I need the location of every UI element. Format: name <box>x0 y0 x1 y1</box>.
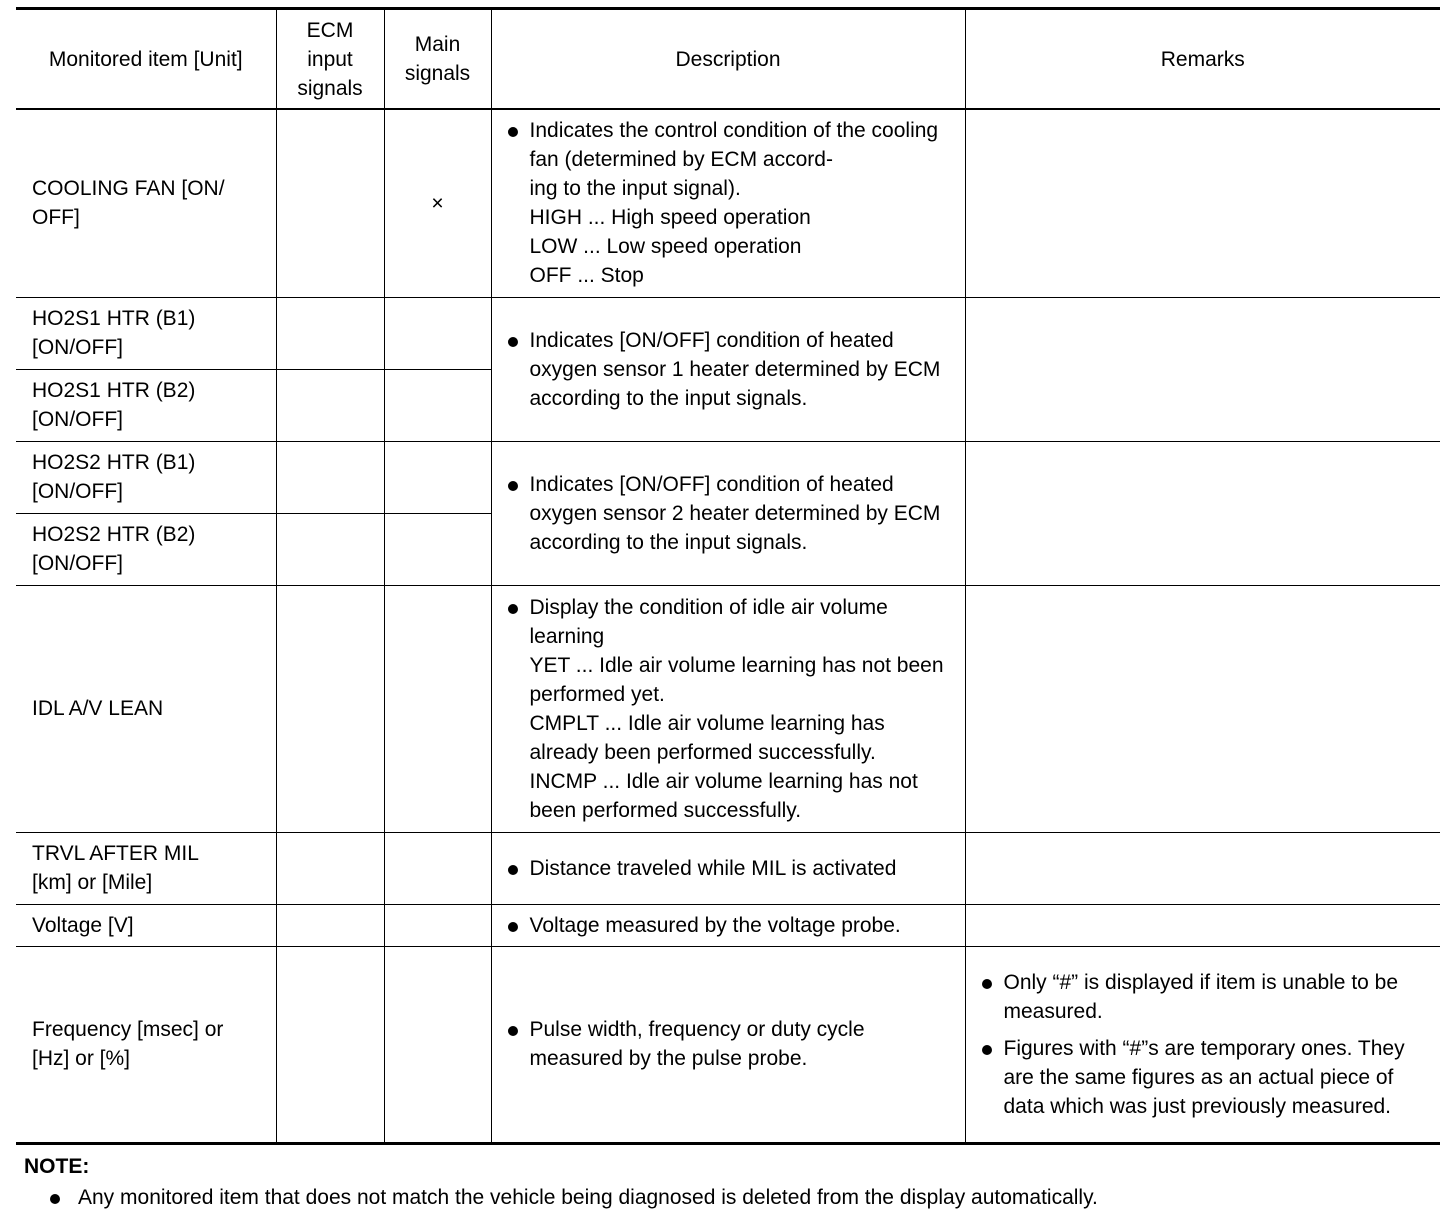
item-cell: Voltage [V] <box>16 904 276 946</box>
remarks-cell <box>965 832 1440 904</box>
table-header-row <box>16 9 1440 110</box>
header-main-signals: Main signals <box>384 9 491 110</box>
item-cell: HO2S2 HTR (B1) [ON/OFF] <box>16 441 276 513</box>
header-remarks: Remarks <box>965 9 1440 110</box>
item-cell: COOLING FAN [ON/ OFF] <box>16 109 276 297</box>
main-cell <box>384 369 491 441</box>
ecm-cell <box>276 297 384 369</box>
description-cell: Indicates [ON/OFF] condition of heated oxygen sensor 2 heater determined by ECM according to the input signals. <box>491 441 965 585</box>
ecm-cell <box>276 513 384 585</box>
description-cell: Voltage measured by the voltage probe. <box>491 904 965 946</box>
item-cell: HO2S2 HTR (B2) [ON/OFF] <box>16 513 276 585</box>
header-description: Description <box>491 9 965 110</box>
main-cell <box>384 585 491 832</box>
main-cell <box>384 832 491 904</box>
remarks-cell <box>965 441 1440 585</box>
bullet-icon <box>506 911 530 940</box>
remarks-cell <box>965 297 1440 441</box>
ecm-cell <box>276 369 384 441</box>
description-cell: Indicates the control condition of the cooling fan (determined by ECM accord- ing to the input signal). HIGH ... High speed operation LOW ... Low speed operation OFF ... Stop <box>491 109 965 297</box>
main-cell <box>384 441 491 513</box>
ecm-cell <box>276 441 384 513</box>
description-cell: Display the condition of idle air volume learning YET ... Idle air volume learning has not been performed yet. CMPLT ... Idle air volume learning has already been performed successfully. INCMP ... Idle air volume learning has not been performed successfully. <box>491 585 965 832</box>
table-row <box>16 297 1440 369</box>
main-cell <box>384 904 491 946</box>
main-cell <box>384 297 491 369</box>
item-cell: IDL A/V LEAN <box>16 585 276 832</box>
item-cell: Frequency [msec] or [Hz] or [%] <box>16 946 276 1143</box>
bullet-icon <box>506 593 530 825</box>
note-item <box>46 1183 1098 1212</box>
bullet-icon <box>506 470 530 557</box>
item-cell: HO2S1 HTR (B2) [ON/OFF] <box>16 369 276 441</box>
description-cell: Indicates [ON/OFF] condition of heated oxygen sensor 1 heater determined by ECM according to the input signals. <box>491 297 965 441</box>
table-row <box>16 832 1440 904</box>
item-cell: TRVL AFTER MIL [km] or [Mile] <box>16 832 276 904</box>
ecm-cell <box>276 585 384 832</box>
remarks-cell <box>965 109 1440 297</box>
remarks-cell <box>965 585 1440 832</box>
ecm-cell <box>276 946 384 1143</box>
bullet-icon <box>506 854 530 883</box>
remarks-cell <box>965 904 1440 946</box>
remarks-cell: Only “#” is displayed if item is unable to be measured. Figures with “#”s are temporary ones. They are the same figures as an actual piece of data which was just previously measured. <box>965 946 1440 1143</box>
bullet-icon <box>506 326 530 413</box>
item-cell: HO2S1 HTR (B1) [ON/OFF] <box>16 297 276 369</box>
note-section <box>24 1152 1098 1212</box>
table-row <box>16 585 1440 832</box>
table-row <box>16 441 1440 513</box>
header-monitored-item: Monitored item [Unit] <box>16 9 276 110</box>
bullet-icon <box>506 1015 530 1073</box>
ecm-cell <box>276 904 384 946</box>
description-cell: Distance traveled while MIL is activated <box>491 832 965 904</box>
bullet-icon <box>980 1034 1004 1121</box>
bullet-icon <box>46 1183 78 1212</box>
header-ecm-input-signals: ECM input signals <box>276 9 384 110</box>
bullet-icon <box>506 116 530 290</box>
note-title: NOTE: <box>24 1155 90 1178</box>
main-signal-mark: × <box>384 109 491 297</box>
main-cell <box>384 513 491 585</box>
description-cell: Pulse width, frequency or duty cycle measured by the pulse probe. <box>491 946 965 1143</box>
ecm-cell <box>276 832 384 904</box>
table-row <box>16 109 1440 297</box>
bullet-icon <box>980 968 1004 1026</box>
note-text: Any monitored item that does not match the vehicle being diagnosed is deleted from the display automatically. <box>78 1186 1098 1209</box>
ecm-cell <box>276 109 384 297</box>
table-row <box>16 904 1440 946</box>
table-row <box>16 946 1440 1143</box>
main-cell <box>384 946 491 1143</box>
monitor-item-table <box>16 7 1440 1145</box>
